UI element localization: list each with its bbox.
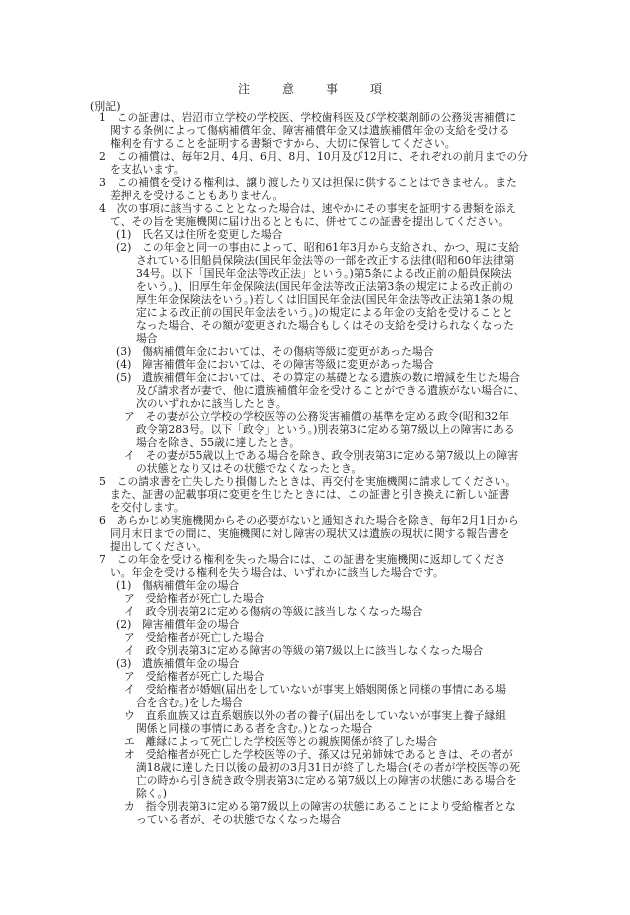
text-line: ア その妻が公立学校の学校医等の公務災害補償の基準を定める政令(昭和32年	[124, 410, 510, 423]
text-line: 場合	[136, 332, 158, 345]
text-line: (3) 傷病補償年金においては、その傷病等級に変更があった場合	[116, 345, 434, 358]
text-line: 5 この請求書を亡失したり損傷したときは、再交付を実施機関に請求してください。	[99, 475, 517, 488]
text-line: (1) 傷病補償年金の場合	[116, 579, 240, 592]
text-line: 2 この補償は、毎年2月、4月、6月、8月、10月及び12月に、それぞれの前月までの分	[99, 150, 528, 163]
text-line: なった場合、その額が変更された場合もしくはその支給を受けられなくなった	[136, 319, 514, 332]
text-line: 場合を除き、55歳に達したとき。	[136, 436, 301, 449]
text-line: ア 受給権者が死亡した場合	[124, 631, 265, 644]
text-line: 政令第283号。以下「政令」という。)別表第3に定める第7級以上の障害にある	[136, 423, 515, 436]
text-line: 差押えを受けることもありません。	[110, 189, 284, 202]
text-line: イ 政令別表第2に定める傷病の等級に該当しなくなった場合	[124, 605, 423, 618]
text-line: (1) 氏名又は住所を変更した場合	[116, 228, 283, 241]
text-line: 関係と同様の事情にある者を含む。)となった場合	[136, 722, 373, 735]
text-line: されている旧船員保険法(国民年金法等の一部を改正する法律(昭和60年法律第	[136, 254, 515, 267]
text-line: 除く。)	[136, 787, 167, 800]
text-line: 関する条例によって傷病補償年金、障害補償年金又は遺族補償年金の支給を受ける	[110, 124, 510, 137]
text-line: オ 受給権者が死亡した学校医等の子、孫又は兄弟姉妹であるときは、その者が	[124, 748, 513, 761]
text-line: い。年金を受ける権利を失う場合は、いずれかに該当した場合です。	[110, 566, 444, 579]
text-line: ウ 直系血族又は直系姻族以外の者の養子(届出をしていないが事実上養子縁組	[124, 709, 507, 722]
text-line: 亡の時から引き続き政令別表第3に定める第7級以上の障害の状態にある場合を	[136, 774, 517, 787]
text-line: を支払います。	[110, 163, 185, 176]
text-line: エ 離縁によって死亡した学校医等との親族関係が終了した場合	[124, 735, 438, 748]
text-line: イ その妻が55歳以上である場合を除き、政令別表第3に定める第7級以上の障害	[124, 449, 519, 462]
text-line: の状態となり又はその状態でなくなったとき。	[136, 462, 363, 475]
text-line: 4 次の事項に該当することとなった場合は、速やかにその事実を証明する書類を添え	[99, 202, 517, 215]
text-line: (4) 障害補償年金においては、その障害等級に変更があった場合	[116, 358, 434, 371]
text-line: 満18歳に達した日以後の最初の3月31日が終了した場合(その者が学校医等の死	[136, 761, 521, 774]
text-line: カ 指令別表第3に定める第7級以上の障害の状態にあることにより受給権者とな	[124, 800, 516, 813]
text-line: 3 この補償を受ける権利は、譲り渡したり又は担保に供することはできません。また	[99, 176, 517, 189]
document-title: 注 意 事 項	[237, 82, 392, 96]
text-line: っている者が、その状態でなくなった場合	[136, 813, 342, 826]
text-line: をいう。)、旧厚生年金保険法(国民年金法等改正法第3条の規定による改正前の	[136, 280, 513, 293]
text-line: イ 政令別表第3に定める障害の等級の第7級以上に該当しなくなった場合	[124, 644, 484, 657]
text-line: 1 この証書は、岩沼市立学校の学校医、学校歯科医及び学校薬剤師の公務災害補償に	[99, 111, 517, 124]
text-line: 7 この年金を受ける権利を失った場合には、この証書を実施機関に返却してくださ	[99, 553, 506, 566]
appendix-label: (別記)	[90, 100, 121, 113]
text-line: 定による改正前の国民年金法をいう。)の規定による年金の支給を受けることと	[136, 306, 513, 319]
text-line: 34号。以下「国民年金法等改正法」という。)第5条による改正前の船員保険法	[136, 267, 512, 280]
text-line: また、証書の記載事項に変更を生じたときには、この証書と引き換えに新しい証書	[110, 488, 510, 501]
text-line: 及び請求者が妻で、他に遺族補償年金を受けることができる遺族がない場合に、	[136, 384, 525, 397]
text-line: ア 受給権者が死亡した場合	[124, 670, 265, 683]
text-line: 同月末日までの間に、実施機関に対し障害の現状又は遺族の現状に関する報告書を	[110, 527, 510, 540]
text-line: を交付します。	[110, 501, 185, 514]
text-line: て、その旨を実施機関に届け出るとともに、併せてこの証書を提出してください。	[110, 215, 510, 228]
text-line: 合を含む。)をした場合	[136, 696, 243, 709]
text-line: 提出してください。	[110, 540, 208, 553]
text-line: 厚生年金保険法をいう。)若しくは旧国民年金法(国民年金法等改正法第1条の規	[136, 293, 513, 306]
text-line: (3) 遺族補償年金の場合	[116, 657, 240, 670]
text-line: イ 受給権者が婚姻(届出をしていないが事実上婚姻関係と同様の事情にある場	[124, 683, 507, 696]
text-line: 次のいずれかに該当したとき。	[136, 397, 287, 410]
text-line: 6 あらかじめ実施機関からその必要がないと通知された場合を除き、毎年2月1日から	[99, 514, 519, 527]
text-line: (2) 障害補償年金の場合	[116, 618, 240, 631]
text-line: (5) 遺族補償年金においては、その算定の基礎となる遺族の数に増減を生じた場合	[116, 371, 520, 384]
text-line: (2) この年金と同一の事由によって、昭和61年3月から支給され、かつ、現に支給	[116, 241, 519, 254]
text-line: 権利を有することを証明する書類ですから、大切に保管してください。	[110, 137, 456, 150]
text-line: ア 受給権者が死亡した場合	[124, 592, 265, 605]
